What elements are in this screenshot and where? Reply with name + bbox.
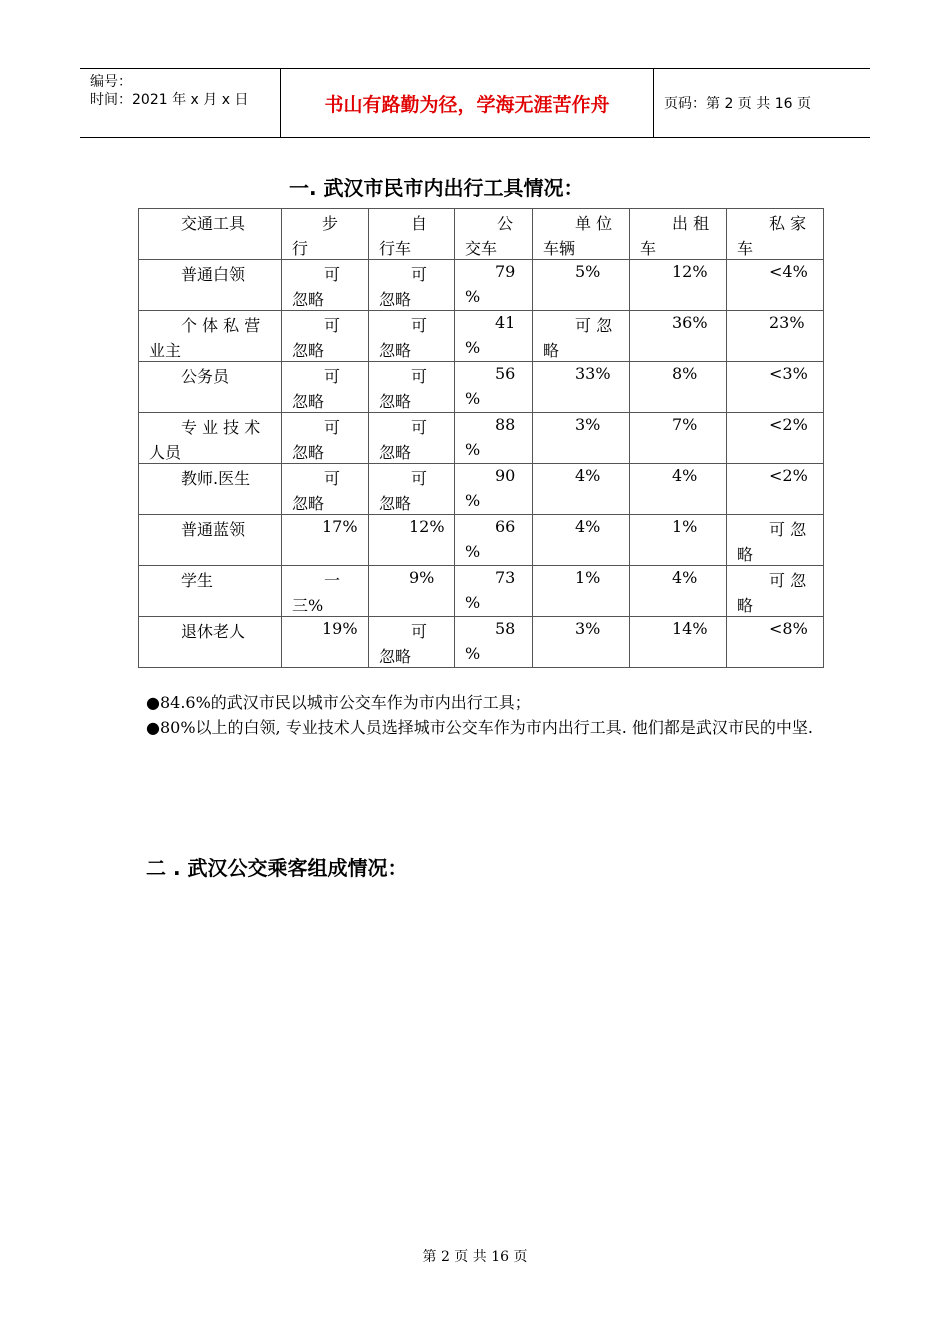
walk-cell [282, 566, 369, 617]
page-footer: 第 2 页 共 16 页 [422, 1249, 528, 1265]
walk-cell-line1: 17% [322, 517, 358, 536]
private-car-cell-line1: <3% [769, 364, 808, 383]
taxi-cell [630, 464, 727, 515]
bus-cell [455, 311, 533, 362]
bus-cell-line1: 79 [495, 262, 516, 281]
bus-cell [455, 362, 533, 413]
unit-car-cell-line1: 1% [575, 568, 601, 587]
occupation-cell-line1: 普通蓝领 [181, 520, 246, 539]
taxi-cell-line1: 4% [672, 466, 698, 485]
occupation-cell [139, 515, 282, 566]
private-car-cell-line2: 略 [737, 596, 754, 615]
bike-cell-line1: 可 [411, 418, 428, 437]
walk-cell [282, 464, 369, 515]
private-car-cell-line1: 23% [769, 313, 805, 332]
taxi-cell-line1: 4% [672, 568, 698, 587]
walk-cell [282, 617, 369, 668]
walk-cell-line1: 可 [324, 418, 341, 437]
table-row [139, 464, 824, 515]
doc-time-label: 时间：2021 年 x 月 x 日 [90, 92, 249, 108]
walk-cell-line2: 忽略 [292, 341, 325, 360]
bike-cell [369, 311, 455, 362]
section-2-title: 二 . 武汉公交乘客组成情况： [146, 856, 408, 880]
bike-cell-line1: 可 [411, 367, 428, 386]
header-cell-line2: 车 [737, 239, 754, 258]
occupation-cell [139, 617, 282, 668]
taxi-cell [630, 617, 727, 668]
unit-car-cell [533, 260, 630, 311]
walk-cell-line2: 忽略 [292, 392, 325, 411]
bus-cell-line2: % [465, 287, 481, 306]
private-car-cell [727, 260, 824, 311]
walk-cell [282, 311, 369, 362]
table-header-row [139, 209, 824, 260]
bike-cell-line1: 可 [411, 469, 428, 488]
unit-car-cell [533, 566, 630, 617]
header-cell [369, 209, 455, 260]
private-car-cell [727, 515, 824, 566]
header-cell-line1: 单 位 [575, 214, 613, 233]
taxi-cell-line1: 14% [672, 619, 708, 638]
bike-cell-line1: 9% [409, 568, 435, 587]
walk-cell-line1: 可 [324, 367, 341, 386]
header-cell-line1: 步 [322, 214, 339, 233]
bus-cell [455, 260, 533, 311]
private-car-cell [727, 413, 824, 464]
walk-cell-line2: 忽略 [292, 443, 325, 462]
bus-cell [455, 413, 533, 464]
private-car-cell-line1: <2% [769, 466, 808, 485]
note-1: ●84.6%的武汉市民以城市公交车作为市内出行工具； [146, 693, 531, 712]
header-cell-line2: 交车 [465, 239, 498, 258]
bus-cell-line1: 88 [495, 415, 516, 434]
note-2: ●80%以上的白领, 专业技术人员选择城市公交车作为市内出行工具. 他们都是武汉市民的中坚. [146, 718, 813, 737]
private-car-cell-line2: 略 [737, 545, 754, 564]
bus-cell [455, 566, 533, 617]
section-1-title: 一. 武汉市民市内出行工具情况： [289, 176, 584, 200]
unit-car-cell-line1: 33% [575, 364, 611, 383]
bus-cell-line1: 56 [495, 364, 516, 383]
bike-cell-line2: 忽略 [379, 494, 412, 513]
occupation-cell [139, 362, 282, 413]
bus-cell-line1: 66 [495, 517, 516, 536]
private-car-cell-line1: <2% [769, 415, 808, 434]
private-car-cell-line1: 可 忽 [769, 571, 807, 590]
unit-car-cell-line2: 略 [543, 341, 560, 360]
table-row [139, 311, 824, 362]
bus-cell-line2: % [465, 338, 481, 357]
bus-cell-line2: % [465, 542, 481, 561]
header-cell [727, 209, 824, 260]
page-header [80, 68, 870, 138]
header-cell [630, 209, 727, 260]
header-page-info: 页码：第 2 页 共 16 页 [664, 96, 811, 112]
walk-cell [282, 413, 369, 464]
bus-cell-line2: % [465, 389, 481, 408]
taxi-cell-line1: 7% [672, 415, 698, 434]
table-row [139, 362, 824, 413]
occupation-cell [139, 260, 282, 311]
header-cell-line2: 行 [292, 239, 309, 258]
walk-cell-line1: 可 [324, 265, 341, 284]
unit-car-cell-line1: 4% [575, 466, 601, 485]
bus-cell [455, 617, 533, 668]
bus-cell-line1: 58 [495, 619, 516, 638]
private-car-cell [727, 464, 824, 515]
header-cell [139, 209, 282, 260]
bike-cell-line2: 忽略 [379, 290, 412, 309]
occupation-cell [139, 464, 282, 515]
taxi-cell [630, 566, 727, 617]
table-row [139, 566, 824, 617]
taxi-cell [630, 515, 727, 566]
taxi-cell-line1: 36% [672, 313, 708, 332]
bike-cell [369, 617, 455, 668]
header-cell-line1: 自 [411, 214, 428, 233]
header-cell-line1: 公 [497, 214, 514, 233]
header-motto: 书山有路勤为径，学海无涯苦作舟 [281, 69, 654, 137]
occupation-cell [139, 311, 282, 362]
private-car-cell-line1: <8% [769, 619, 808, 638]
unit-car-cell [533, 413, 630, 464]
walk-cell [282, 515, 369, 566]
bus-cell-line2: % [465, 491, 481, 510]
header-cell-line1: 出 租 [672, 214, 710, 233]
bike-cell-line2: 忽略 [379, 392, 412, 411]
walk-cell-line2: 忽略 [292, 290, 325, 309]
bus-cell-line2: % [465, 440, 481, 459]
unit-car-cell [533, 362, 630, 413]
bike-cell-line1: 12% [409, 517, 445, 536]
bike-cell [369, 362, 455, 413]
bus-cell [455, 464, 533, 515]
private-car-cell [727, 566, 824, 617]
unit-car-cell [533, 515, 630, 566]
occupation-cell-line1: 教师.医生 [181, 469, 251, 488]
bike-cell [369, 464, 455, 515]
bus-cell-line2: % [465, 593, 481, 612]
header-meta [80, 69, 281, 137]
taxi-cell-line1: 1% [672, 517, 698, 536]
taxi-cell [630, 311, 727, 362]
doc-number-label: 编号： [90, 74, 132, 90]
private-car-cell [727, 362, 824, 413]
bus-cell [455, 515, 533, 566]
header-cell-line2: 行车 [379, 239, 412, 258]
header-cell-line1: 私 家 [769, 214, 807, 233]
header-cell [282, 209, 369, 260]
bus-cell-line1: 41 [495, 313, 516, 332]
taxi-cell-line1: 12% [672, 262, 708, 281]
bus-cell-line2: % [465, 644, 481, 663]
header-cell-line1: 交通工具 [181, 214, 246, 233]
occupation-cell [139, 566, 282, 617]
bus-cell-line1: 90 [495, 466, 516, 485]
walk-cell-line1: 可 [324, 469, 341, 488]
header-cell [455, 209, 533, 260]
occupation-cell-line1: 公务员 [181, 367, 230, 386]
occupation-cell-line1: 个 体 私 营 [181, 316, 261, 335]
occupation-cell-line1: 学生 [181, 571, 214, 590]
occupation-cell-line1: 普通白领 [181, 265, 246, 284]
taxi-cell [630, 413, 727, 464]
walk-cell-line1: 一 [324, 571, 341, 590]
walk-cell-line2: 三% [292, 596, 324, 615]
unit-car-cell [533, 617, 630, 668]
table-row [139, 413, 824, 464]
unit-car-cell-line1: 5% [575, 262, 601, 281]
occupation-cell-line1: 退休老人 [181, 622, 246, 641]
bike-cell-line1: 可 [411, 316, 428, 335]
walk-cell-line1: 可 [324, 316, 341, 335]
bike-cell [369, 566, 455, 617]
occupation-cell-line2: 业主 [149, 341, 182, 360]
bike-cell [369, 260, 455, 311]
transport-table [138, 208, 824, 668]
taxi-cell [630, 362, 727, 413]
occupation-cell-line1: 专 业 技 术 [181, 418, 261, 437]
walk-cell [282, 260, 369, 311]
walk-cell-line2: 忽略 [292, 494, 325, 513]
header-cell-line2: 车 [640, 239, 657, 258]
bus-cell-line1: 73 [495, 568, 516, 587]
private-car-cell [727, 311, 824, 362]
taxi-cell-line1: 8% [672, 364, 698, 383]
private-car-cell-line1: 可 忽 [769, 520, 807, 539]
unit-car-cell-line1: 3% [575, 619, 601, 638]
notes [146, 690, 816, 740]
bike-cell-line1: 可 [411, 265, 428, 284]
unit-car-cell-line1: 4% [575, 517, 601, 536]
private-car-cell [727, 617, 824, 668]
unit-car-cell-line1: 可 忽 [575, 316, 613, 335]
taxi-cell [630, 260, 727, 311]
bike-cell-line2: 忽略 [379, 647, 412, 666]
bike-cell [369, 515, 455, 566]
walk-cell [282, 362, 369, 413]
unit-car-cell-line1: 3% [575, 415, 601, 434]
private-car-cell-line1: <4% [769, 262, 808, 281]
occupation-cell-line2: 人员 [149, 443, 182, 462]
table-row [139, 515, 824, 566]
table-row [139, 617, 824, 668]
unit-car-cell [533, 311, 630, 362]
header-cell-line2: 车辆 [543, 239, 576, 258]
bike-cell-line1: 可 [411, 622, 428, 641]
walk-cell-line1: 19% [322, 619, 358, 638]
header-cell [533, 209, 630, 260]
bike-cell-line2: 忽略 [379, 341, 412, 360]
occupation-cell [139, 413, 282, 464]
bike-cell [369, 413, 455, 464]
table-row [139, 260, 824, 311]
bike-cell-line2: 忽略 [379, 443, 412, 462]
unit-car-cell [533, 464, 630, 515]
